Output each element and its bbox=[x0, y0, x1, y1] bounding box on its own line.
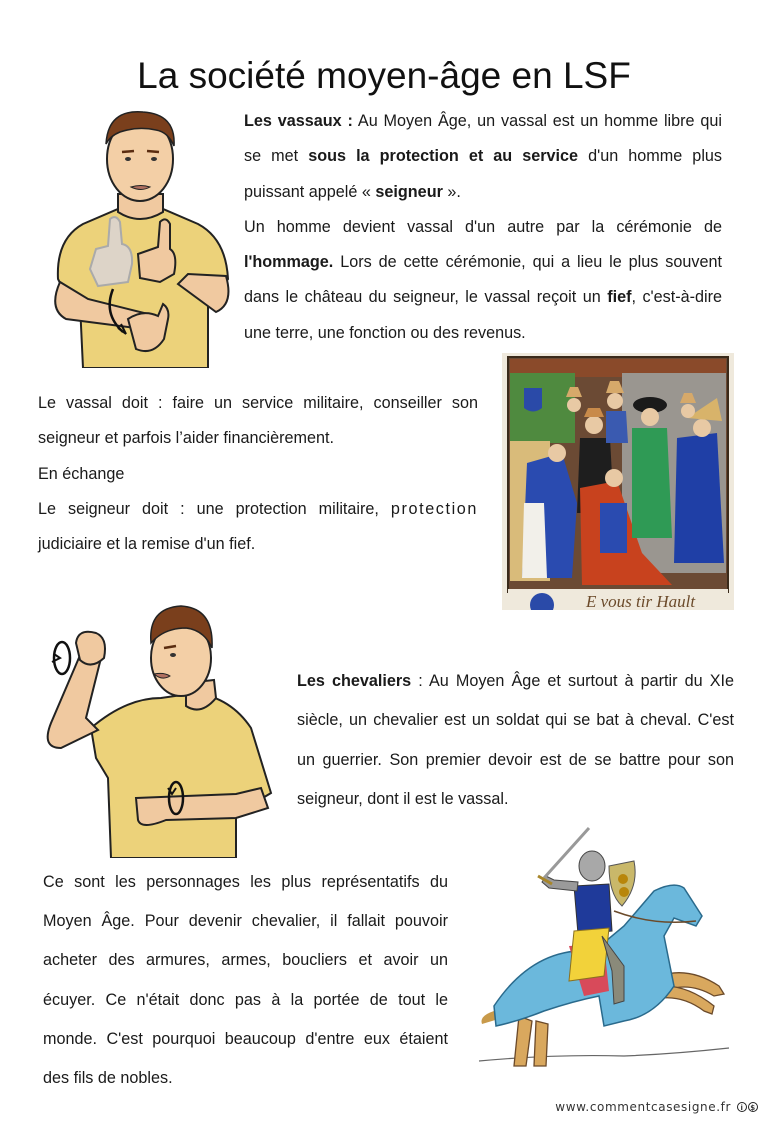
vassaux-bold: l'hommage. bbox=[244, 253, 334, 272]
devoirs-paragraph bbox=[38, 386, 478, 562]
manuscript-caption: E vous tir Hault bbox=[586, 592, 696, 610]
chevaliers-details-paragraph bbox=[43, 863, 448, 1098]
sign-chevalier-illustration bbox=[36, 598, 276, 858]
vassaux-heading: Les vassaux : bbox=[244, 112, 353, 130]
vassaux-text: ». bbox=[442, 182, 461, 201]
vassaux-paragraph bbox=[244, 104, 722, 351]
devoirs-text: judiciaire et la remise d'un fief. bbox=[38, 535, 256, 554]
page-title: La société moyen-âge en LSF bbox=[137, 54, 631, 96]
mounted-knight-illustration bbox=[474, 826, 738, 1076]
vassaux-text: Un homme devient vassal d'un autre par la cérémonie de bbox=[244, 217, 722, 236]
vassaux-bold: seigneur bbox=[375, 182, 443, 201]
vassaux-text: , c'est-à-dire une terre, une fonction ou des revenus. bbox=[244, 288, 722, 342]
vassaux-text: Lors de cette cérémonie, qui a lieu le plus souvent dans le château du seigneur, le vassal reçoit un bbox=[244, 253, 722, 307]
chevaliers-paragraph bbox=[297, 662, 734, 819]
vassaux-bold: fief bbox=[607, 288, 632, 307]
chevaliers-details-text: Ce sont les personnages les plus représentatifs du Moyen Âge. Pour devenir chevalier, il fallait pouvoir acheter des armures, armes, boucliers et avoir un écuyer. Ce n'était donc pas à la portée de tout le monde. C'est pourquoi beaucoup d'entre eux étaient des fils de nobles. bbox=[43, 873, 448, 1088]
vassaux-text: Au Moyen Âge, un vassal est un homme libre qui se met bbox=[244, 112, 723, 166]
sign-vassal-illustration bbox=[48, 104, 234, 368]
devoirs-vassal: Le vassal doit : faire un service militaire, conseiller son seigneur et parfois l’aider financièrement. bbox=[38, 394, 478, 448]
chevaliers-heading: Les chevaliers bbox=[297, 672, 412, 690]
cc-nc-icon: $ bbox=[748, 1102, 758, 1112]
vassaux-bold: sous la protection et au service bbox=[308, 147, 579, 166]
devoirs-text: Le seigneur doit : une protection militaire, bbox=[38, 499, 391, 518]
footer bbox=[555, 1100, 758, 1114]
devoirs-seigneur bbox=[38, 492, 478, 563]
license-icons bbox=[737, 1102, 758, 1112]
website-link[interactable]: www.commentcasesigne.fr bbox=[555, 1100, 731, 1114]
vassaux-text: d'un homme plus puissant appelé « bbox=[244, 147, 723, 201]
chevaliers-text: : Au Moyen Âge et surtout à partir du XIe siècle, un chevalier est un soldat qui se bat à cheval. C'est un guerrier. Son premier devoir est de se battre pour son seigneur, dont il est le vassal. bbox=[297, 672, 734, 808]
medieval-homage-manuscript bbox=[502, 353, 734, 610]
cc-by-icon: i bbox=[737, 1102, 747, 1112]
devoirs-echange: En échange bbox=[38, 464, 125, 483]
devoirs-text: protection bbox=[390, 499, 478, 518]
